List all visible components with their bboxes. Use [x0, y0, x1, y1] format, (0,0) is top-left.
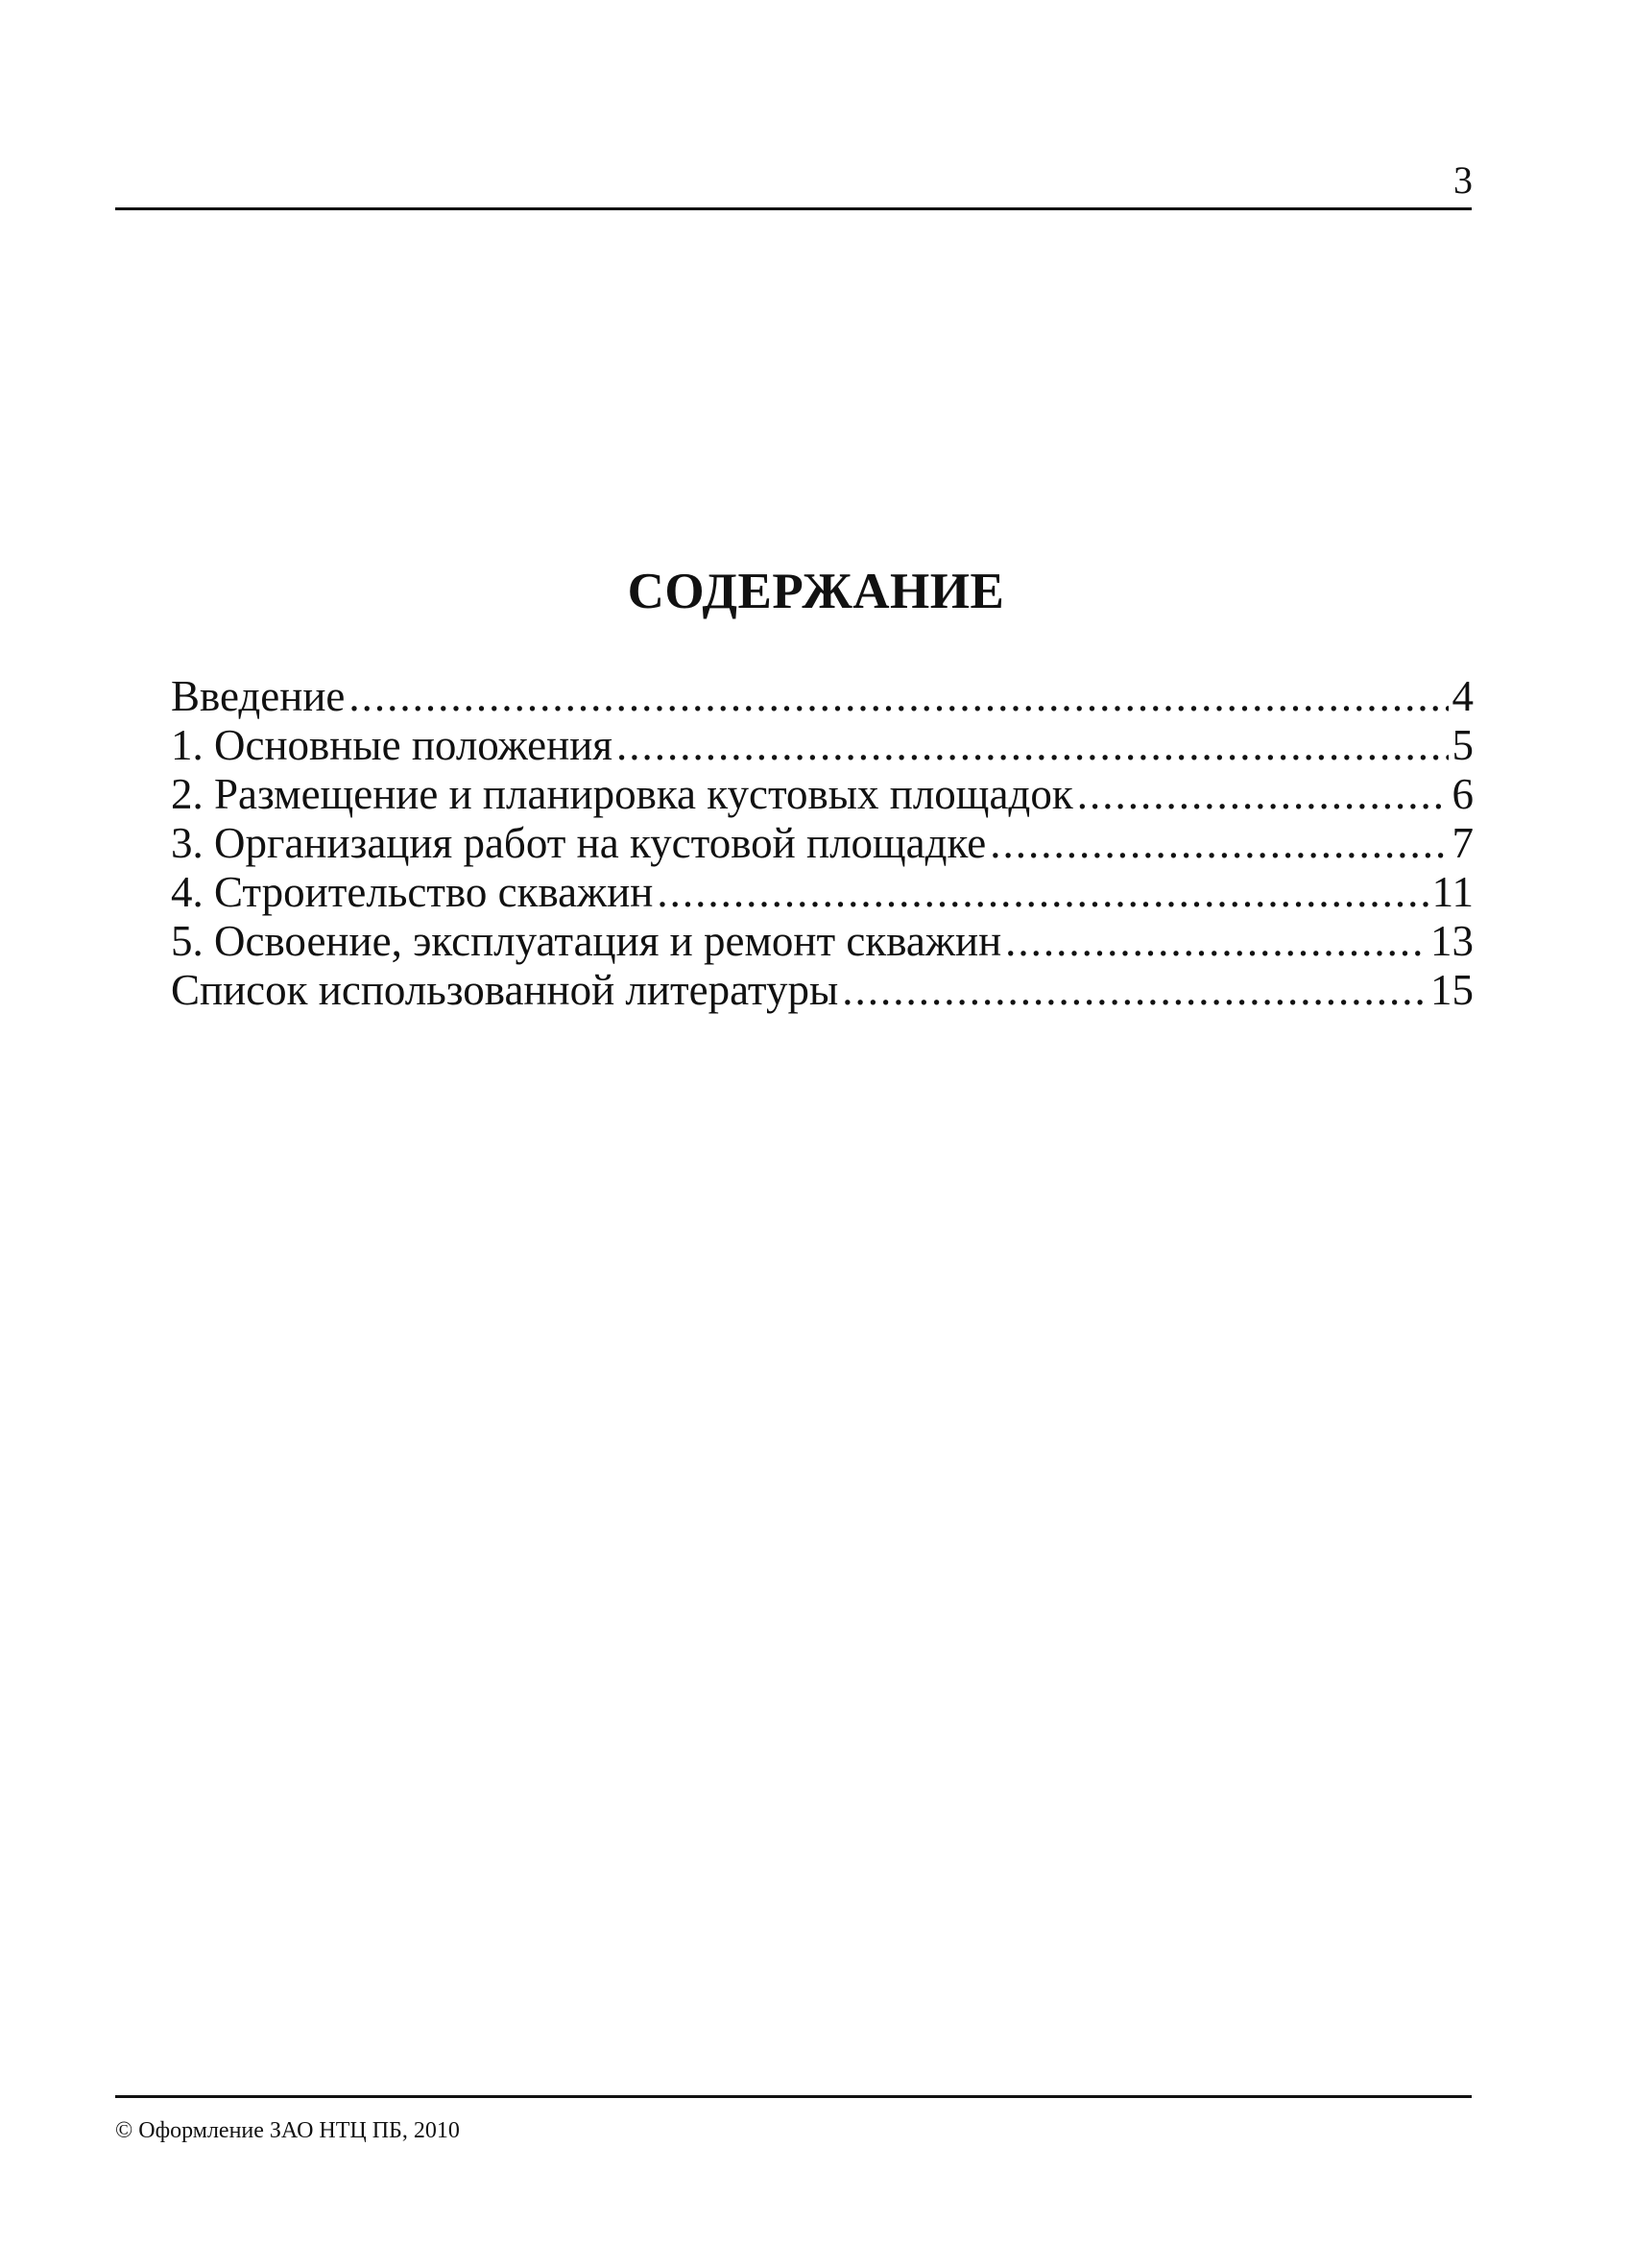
- toc-entry-introduction[interactable]: [171, 672, 1474, 721]
- toc-entry-section-3[interactable]: [171, 819, 1474, 868]
- toc-entry-page: 7: [1452, 819, 1474, 867]
- toc-entry-page: 6: [1452, 770, 1474, 818]
- footer-rule: [115, 2095, 1472, 2098]
- dot-leader: [657, 868, 1428, 917]
- footer-copyright: © Оформление ЗАО НТЦ ПБ, 2010: [115, 2118, 460, 2143]
- toc-entry-section-1[interactable]: [171, 721, 1474, 770]
- toc-entry-label: 4. Строительство скважин: [171, 868, 654, 916]
- toc-entry-label: 5. Освоение, эксплуатация и ремонт скважин: [171, 917, 1002, 965]
- toc-entry-label: Введение: [171, 672, 346, 720]
- page-number: 3: [1453, 158, 1473, 202]
- toc-entry-page: 11: [1431, 868, 1474, 916]
- toc-entry-section-2[interactable]: [171, 770, 1474, 819]
- toc-entry-section-4[interactable]: [171, 868, 1474, 917]
- toc-entry-label: 2. Размещение и планировка кустовых площадок: [171, 770, 1073, 818]
- toc-title: СОДЕРЖАНИЕ: [627, 564, 1005, 619]
- toc-entry-label: Список использованной литературы: [171, 966, 839, 1014]
- dot-leader: [990, 819, 1448, 868]
- dot-leader: [842, 966, 1427, 1015]
- toc-entry-page: 4: [1452, 672, 1474, 720]
- dot-leader: [1005, 917, 1427, 966]
- dot-leader: [616, 721, 1449, 770]
- table-of-contents: [171, 672, 1474, 1015]
- dot-leader: [348, 672, 1448, 721]
- dot-leader: [1077, 770, 1449, 819]
- toc-entry-section-5[interactable]: [171, 917, 1474, 966]
- toc-entry-label: 1. Основные положения: [171, 721, 612, 769]
- header-rule: [115, 207, 1472, 210]
- toc-entry-page: 5: [1452, 721, 1474, 769]
- toc-entry-label: 3. Организация работ на кустовой площадке: [171, 819, 987, 867]
- toc-entry-page: 15: [1430, 966, 1474, 1014]
- toc-entry-page: 13: [1430, 917, 1474, 965]
- toc-entry-references[interactable]: [171, 966, 1474, 1015]
